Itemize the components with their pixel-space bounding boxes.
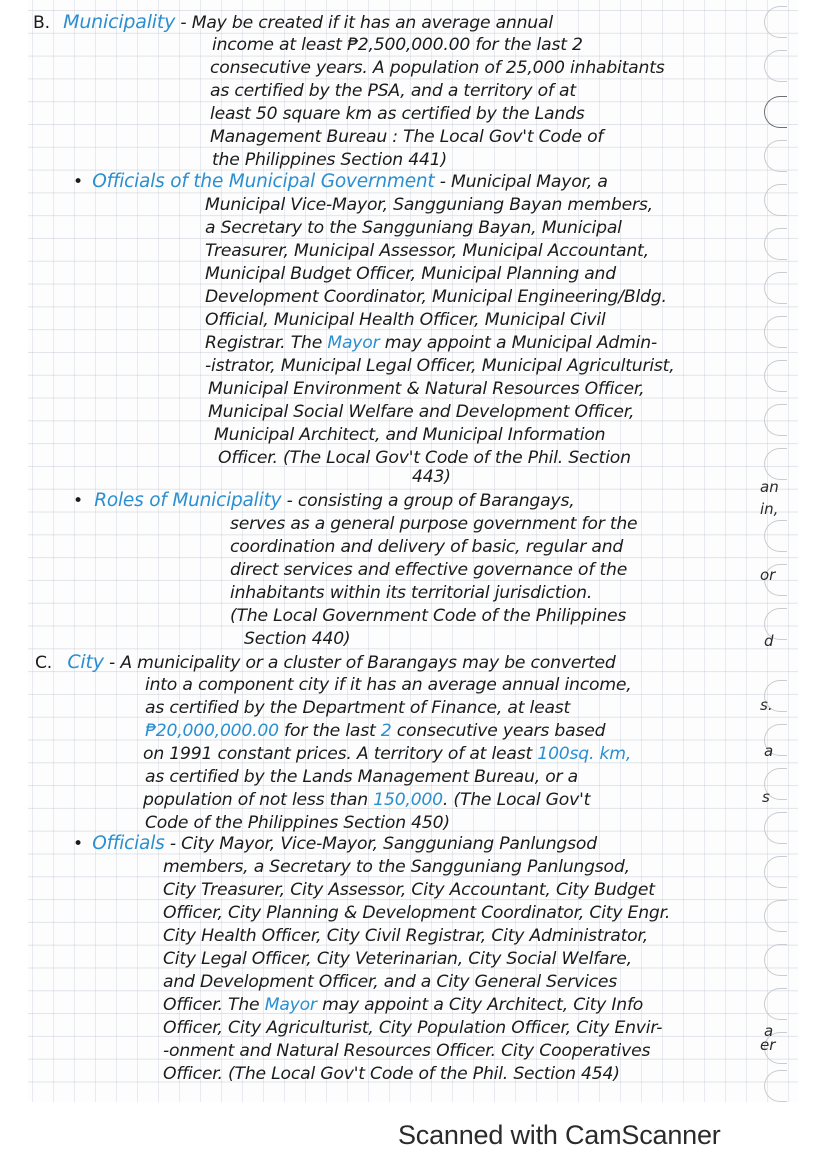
text-line: City Health Officer, City Civil Registrar, City Administrator,	[163, 926, 649, 946]
highlight-income: ₱20,000,000.00	[145, 721, 279, 741]
text-line: Officer. The	[163, 995, 265, 1015]
text-line: Municipal Architect, and Municipal Information	[214, 425, 606, 445]
margin-bleed-text: d	[764, 632, 774, 650]
text-line: Code of the Philippines Section 450)	[145, 813, 450, 833]
text-line: as certified by the PSA, and a territory of at	[210, 81, 576, 101]
text-line: A municipality or a cluster of Barangays may be converted	[120, 653, 616, 673]
bullet-icon: •	[73, 491, 83, 511]
text-line: City Legal Officer, City Veterinarian, City Social Welfare,	[163, 949, 632, 969]
binding-ring	[764, 988, 787, 1020]
text-line: Officer, City Agriculturist, City Population Officer, City Envir-	[163, 1018, 663, 1038]
binding-ring	[764, 944, 787, 976]
text-line: consisting a group of Barangays,	[297, 491, 575, 511]
text-line: Management Bureau : The Local Gov't Code of	[210, 127, 604, 147]
text-line: Officer, City Planning & Development Coordinator, City Engr.	[163, 903, 671, 923]
text-line: Section 440)	[244, 629, 351, 649]
text-line: a Secretary to the Sangguniang Bayan, Municipal	[205, 218, 622, 238]
text-line: Municipal Budget Officer, Municipal Planning and	[205, 264, 616, 284]
margin-bleed-text: in,	[760, 500, 779, 518]
text-line: for the last	[278, 721, 381, 741]
binding-ring	[764, 272, 787, 304]
text-line: Development Coordinator, Municipal Engineering/Bldg.	[205, 287, 667, 307]
binding-ring	[764, 1070, 787, 1102]
term-dash: -	[164, 834, 182, 854]
text-line: 443)	[412, 467, 451, 487]
text-line: City Mayor, Vice-Mayor, Sangguniang Panlungsod	[181, 834, 597, 854]
text-line: Municipal Mayor, a	[451, 172, 608, 192]
margin-bleed-text: a	[764, 742, 774, 760]
text-line: inhabitants within its territorial jurisdiction.	[230, 583, 593, 603]
binding-ring	[764, 360, 787, 392]
binding-ring	[764, 448, 787, 480]
text-line: Municipal Social Welfare and Development Officer,	[208, 402, 635, 422]
text-line: -onment and Natural Resources Officer. City Cooperatives	[163, 1041, 651, 1061]
binding-ring	[764, 520, 787, 552]
text-line: . (The Local Gov't	[442, 790, 591, 810]
binding-ring	[764, 140, 787, 172]
text-line: on 1991 constant prices. A territory of at least	[143, 744, 538, 764]
term-dash: -	[103, 653, 121, 673]
text-line: the Philippines Section 441)	[212, 150, 447, 170]
bullet-term: Roles of Municipality	[94, 490, 282, 511]
section-term: Municipality	[63, 11, 176, 33]
text-line: City Treasurer, City Assessor, City Accountant, City Budget	[163, 880, 655, 900]
text-line: consecutive years based	[391, 721, 606, 741]
section-label: C.	[35, 653, 53, 673]
binding-ring	[764, 6, 787, 38]
text-line: -istrator, Municipal Legal Officer, Municipal Agriculturist,	[205, 356, 675, 376]
highlight-years: 2	[380, 721, 392, 741]
margin-bleed-text: a	[764, 1022, 774, 1040]
bullet-icon: •	[73, 172, 83, 192]
binding-ring	[764, 856, 787, 888]
text-line: population of not less than	[143, 790, 374, 810]
highlight-mayor: Mayor	[327, 333, 380, 353]
binding-ring	[764, 404, 787, 436]
margin-bleed-text: er	[760, 1036, 776, 1054]
text-line: serves as a general purpose government for the	[230, 514, 638, 534]
text-line: as certified by the Department of Finance, at least	[145, 698, 571, 718]
text-line: direct services and effective governance of the	[230, 560, 628, 580]
binding-ring	[764, 316, 787, 348]
text-line: may appoint a Municipal Admin-	[379, 333, 657, 353]
term-dash: -	[175, 13, 192, 33]
term-dash: -	[434, 172, 451, 192]
binding-ring	[764, 50, 787, 82]
bullet-term: Officials of the Municipal Government	[92, 171, 435, 192]
text-line: Official, Municipal Health Officer, Municipal Civil	[205, 310, 606, 330]
text-line: members, a Secretary to the Sangguniang Panlungsod,	[163, 857, 630, 877]
text-line: (The Local Government Code of the Philippines	[230, 606, 627, 626]
margin-bleed-text: or	[760, 566, 776, 584]
term-dash: -	[281, 491, 298, 511]
text-line: coordination and delivery of basic, regular and	[230, 537, 624, 557]
camscanner-watermark: Scanned with CamScanner	[398, 1120, 721, 1150]
text-line: income at least ₱2,500,000.00 for the last 2	[212, 35, 583, 55]
section-label: B.	[33, 13, 50, 33]
binding-ring	[764, 228, 787, 260]
highlight-population: 150,000	[373, 790, 443, 810]
highlight-mayor: Mayor	[264, 995, 317, 1015]
binding-ring	[764, 900, 787, 932]
binding-ring	[764, 812, 787, 844]
text-line: least 50 square km as certified by the Lands	[210, 104, 585, 124]
text-line: and Development Officer, and a City General Services	[163, 972, 618, 992]
bullet-icon: •	[73, 834, 83, 854]
text-line: May be created if it has an average annual	[191, 13, 553, 33]
text-line: may appoint a City Architect, City Info	[316, 995, 644, 1015]
binding-ring	[764, 184, 787, 216]
text-line: consecutive years. A population of 25,000 inhabitants	[210, 58, 665, 78]
text-line: Municipal Vice-Mayor, Sangguniang Bayan members,	[205, 195, 653, 215]
bullet-term: Officials	[92, 833, 165, 854]
text-line: Officer. (The Local Gov't Code of the Phil. Section 454)	[163, 1064, 620, 1084]
margin-bleed-text: s.	[760, 696, 773, 714]
text-line: Registrar. The	[205, 333, 328, 353]
text-line: as certified by the Lands Management Bureau, or a	[145, 767, 579, 787]
binding-ring	[764, 96, 787, 128]
margin-bleed-text: an	[760, 478, 779, 496]
text-line: Treasurer, Municipal Assessor, Municipal Accountant,	[205, 241, 649, 261]
text-line: Municipal Environment & Natural Resources Officer,	[208, 379, 645, 399]
text-line: Officer. (The Local Gov't Code of the Phil. Section	[218, 448, 631, 468]
section-term: City	[67, 651, 104, 673]
text-line: into a component city if it has an average annual income,	[145, 675, 632, 695]
margin-bleed-text: s	[762, 788, 770, 806]
highlight-territory: 100sq. km,	[537, 744, 632, 764]
spiral-binding	[760, 0, 810, 1100]
